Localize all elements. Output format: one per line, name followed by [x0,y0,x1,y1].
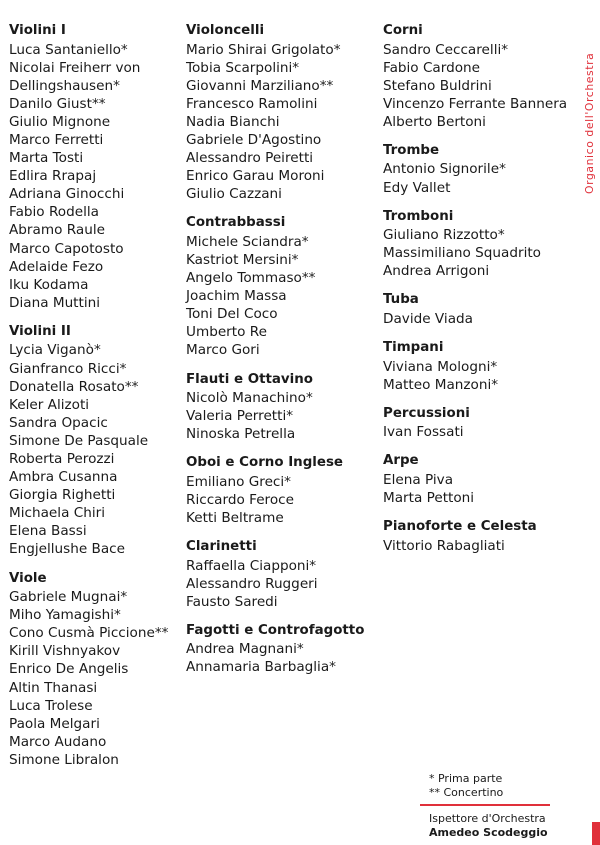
member-name: Mario Shirai Grigolato* [186,41,341,58]
section [383,142,573,197]
member-name: Davide Viada [383,310,473,327]
member-name: Marta Pettoni [383,489,475,506]
member-name: Sandro Ceccarelli* [383,41,509,58]
member-name: Sandra Opacic [9,414,108,431]
member-name: Nicolò Manachino* [186,390,313,406]
column-1 [9,22,179,780]
member-name: Tobia Scarpolini* [186,59,300,76]
legend-divider [420,804,550,806]
member-name: Luca Trolese [9,697,93,714]
member-name: Kastriot Mersini* [186,251,299,268]
member-name: Elena Piva [383,471,454,488]
member-name: Simone De Pasquale [9,432,149,449]
member-name: Diana Muttini [9,294,101,311]
inspector-name: Amedeo Scodeggio [429,826,548,839]
member-name: Massimiliano Squadrito [383,245,542,262]
member-name: Enrico De Angelis [9,661,129,678]
section [383,339,573,394]
member-name: Giorgia Righetti [9,487,116,504]
member-name: Donatella Rosato** [9,378,139,395]
member-name: Dellingshausen* [9,77,120,94]
section-title: Viole [9,570,47,586]
member-name: Edy Vallet [383,179,451,196]
member-name: Roberta Perozzi [9,450,115,467]
member-name: Ivan Fossati [383,424,464,441]
legend-concertino: ** Concertino [429,786,504,799]
member-name: Fabio Cardone [383,59,481,76]
member-name: Gianfranco Ricci* [9,360,127,377]
member-name: Emiliano Greci* [186,473,291,490]
member-name: Riccardo Feroce [186,491,294,508]
member-name: Kirill Vishnyakov [9,643,121,660]
section-title: Fagotti e Controfagotto [186,622,365,638]
section-title: Tromboni [383,208,454,224]
member-name: Antonio Signorile* [383,161,506,178]
member-name: Edlira Rrapaj [9,168,97,185]
member-name: Joachim Massa [186,288,287,305]
section-title: Percussioni [383,405,470,421]
member-name: Giovanni Marziliano** [186,77,334,94]
member-name: Adelaide Fezo [9,258,104,275]
member-name: Danilo Giust** [9,95,106,112]
member-name: Simone Libralon [9,751,119,768]
member-name: Andrea Magnani* [186,641,304,658]
section [186,371,376,444]
member-name: Keler Alizoti [9,396,90,413]
section [383,518,573,555]
section-title: Violoncelli [186,23,265,38]
section-title: Timpani [383,340,444,356]
member-name: Alessandro Peiretti [186,150,314,167]
member-name: Giulio Mignone [9,113,111,130]
member-name: Vincenzo Ferrante Bannera [383,95,568,112]
section-title: Oboi e Corno Inglese [186,455,344,471]
inspector [429,812,548,840]
member-name: Francesco Ramolini [186,95,318,112]
section-title: Arpe [383,453,419,469]
inspector-label: Ispettore d'Orchestra [429,812,546,825]
section [186,22,376,203]
corner-accent [592,822,600,845]
member-name: Cono Cusmà Piccione** [9,625,169,642]
section [186,454,376,527]
section-title: Pianoforte e Celesta [383,519,537,534]
member-name: Marco Capotosto [9,240,124,257]
section [9,22,179,312]
section-title: Tuba [383,292,419,308]
section-title: Flauti e Ottavino [186,371,313,387]
member-name: Marco Audano [9,733,107,750]
member-name: Marco Ferretti [9,131,104,148]
member-name: Angelo Tommaso** [186,270,316,287]
member-name: Luca Santaniello* [9,41,128,58]
member-name: Iku Kodama [9,276,89,293]
member-name: Nadia Bianchi [186,113,280,130]
section-title: Violini I [9,23,66,38]
member-name: Miho Yamagishi* [9,607,121,624]
section [186,622,376,677]
side-title: Organico dell'Orchestra [583,52,596,194]
member-name: Alessandro Ruggeri [186,575,318,592]
section [9,323,179,559]
member-name: Giuliano Rizzotto* [383,227,505,244]
column-2 [186,22,376,688]
member-name: Altin Thanasi [9,679,98,696]
section-title: Contrabbassi [186,215,286,231]
member-name: Giulio Cazzani [186,186,282,203]
member-name: Marco Gori [186,342,260,359]
member-name: Matteo Manzoni* [383,376,499,393]
section-title: Corni [383,23,423,38]
member-name: Ninoska Petrella [186,426,296,443]
section [383,405,573,442]
member-name: Fausto Saredi [186,593,278,610]
section [383,208,573,281]
legend [429,772,503,800]
section [186,538,376,611]
member-name: Gabriele D'Agostino [186,131,322,148]
member-name: Ambra Cusanna [9,469,118,486]
legend-primary: * Prima parte [429,772,503,785]
member-name: Annamaria Barbaglia* [186,659,336,676]
member-name: Andrea Arrigoni [383,263,490,280]
member-name: Gabriele Mugnai* [9,589,128,606]
section [9,570,179,769]
member-name: Paola Melgari [9,715,100,732]
member-name: Valeria Perretti* [186,408,294,425]
member-name: Raffaella Ciapponi* [186,557,317,574]
member-name: Michaela Chiri [9,505,105,522]
member-name: Elena Bassi [9,523,87,540]
member-name: Alberto Bertoni [383,113,486,130]
column-3 [383,22,573,566]
member-name: Abramo Raule [9,222,105,239]
section-title: Violini II [9,323,71,339]
member-name: Vittorio Rabagliati [383,537,505,554]
member-name: Stefano Buldrini [383,77,492,94]
member-name: Toni Del Coco [186,306,278,323]
section-title: Trombe [383,142,440,158]
section [186,214,376,359]
member-name: Adriana Ginocchi [9,186,125,203]
member-name: Umberto Re [186,324,267,341]
section [383,22,573,131]
member-name: Lycia Viganò* [9,342,101,359]
section [383,452,573,507]
member-name: Fabio Rodella [9,204,99,221]
member-name: Engjellushe Bace [9,541,126,558]
section [383,291,573,328]
member-name: Marta Tosti [9,150,84,167]
member-name: Viviana Mologni* [383,358,498,375]
member-name: Enrico Garau Moroni [186,168,325,185]
section-title: Clarinetti [186,539,257,555]
member-name: Ketti Beltrame [186,509,284,526]
member-name: Nicolai Freiherr von [9,59,141,76]
member-name: Michele Sciandra* [186,233,309,250]
